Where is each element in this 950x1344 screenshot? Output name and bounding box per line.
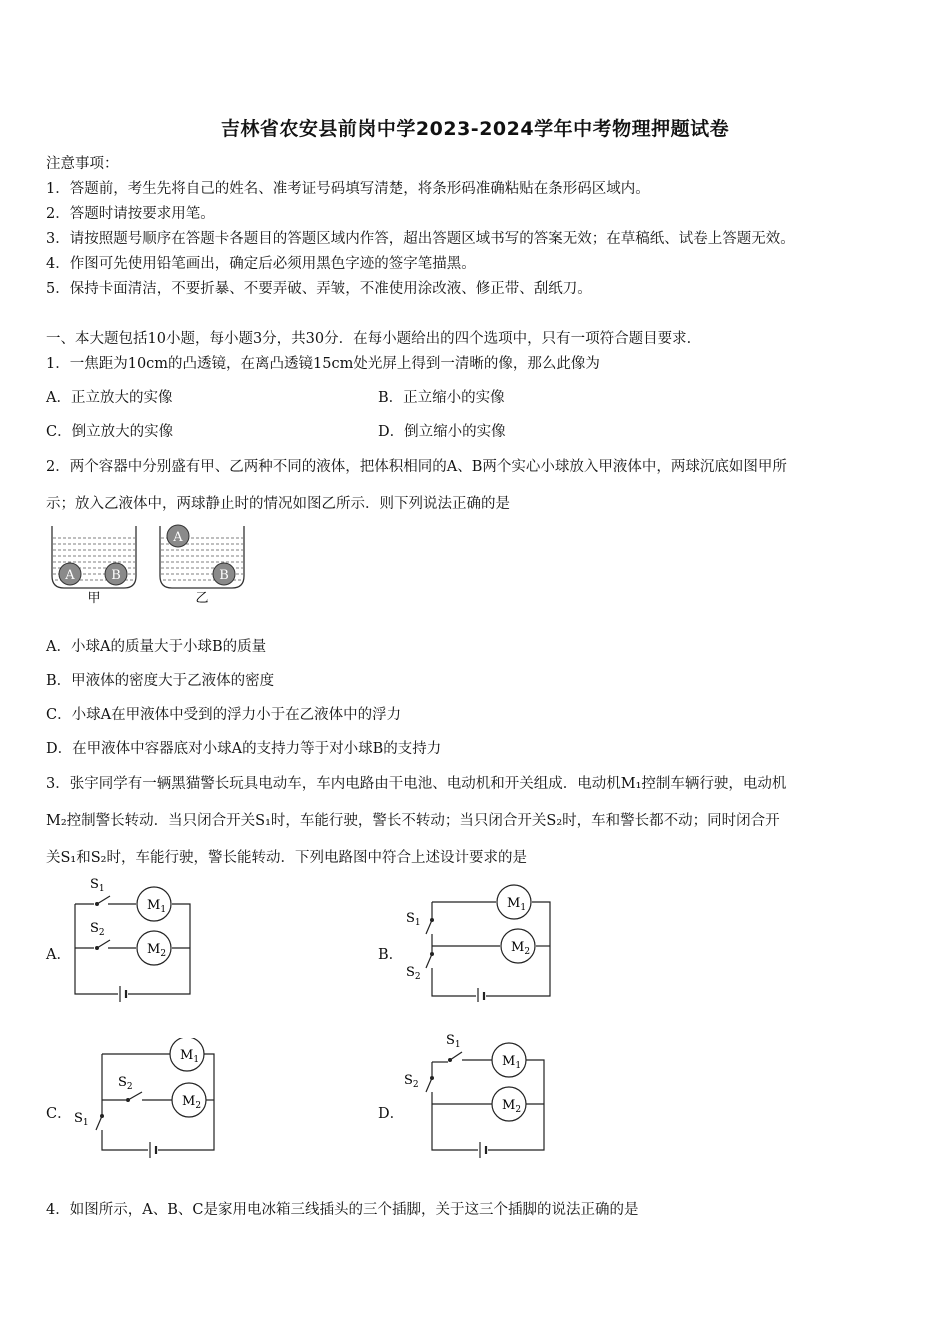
circuit-diagram-b	[400, 882, 560, 1002]
ball-b-left	[105, 563, 127, 585]
notice-heading: 注意事项：	[46, 156, 119, 172]
circuit-option-a-label: A．	[46, 947, 71, 963]
question-2-option-d: D．在甲液体中容器底对小球A的支持力等于对小球B的支持力	[46, 741, 442, 757]
circuit-option-b-label: B．	[378, 947, 404, 963]
notice-item-2: 2．答题时请按要求用笔。	[46, 206, 215, 222]
svg-text:A: A	[65, 568, 75, 583]
notice-item-1: 1．答题前，考生先将自己的姓名、准考证号码填写清楚，将条形码准确粘贴在条形码区域内。	[46, 181, 650, 197]
svg-text:S1: $S_1$	[90, 877, 105, 894]
svg-text:S2: $S_2$	[404, 1073, 419, 1090]
ball-b-right	[213, 563, 235, 585]
question-1-option-d: D．倒立缩小的实像	[378, 424, 506, 440]
svg-text:S2: $S_2$	[90, 921, 105, 938]
circuit-diagram-d	[400, 1030, 560, 1158]
question-1-option-c: C．倒立放大的实像	[46, 424, 174, 440]
ball-a-right	[167, 525, 189, 547]
svg-text:S1: $S_1$	[446, 1033, 461, 1050]
svg-text:M1: $M_1$	[180, 1048, 200, 1065]
figure-label-jia: 甲	[87, 591, 101, 606]
svg-text:M1: $M_1$	[502, 1054, 522, 1071]
question-4-stem: 4．如图所示，A、B、C是家用电冰箱三线插头的三个插脚，关于这三个插脚的说法正确的是	[46, 1202, 639, 1218]
question-2-option-b: B．甲液体的密度大于乙液体的密度	[46, 673, 275, 689]
page-title: 吉林省农安县前岗中学2023-2024学年中考物理押题试卷	[220, 118, 730, 140]
question-2-stem-line-1: 2．两个容器中分别盛有甲、乙两种不同的液体，把体积相同的A、B两个实心小球放入甲液体中，两球沉底如图甲所	[46, 459, 787, 475]
question-1-option-b: B．正立缩小的实像	[378, 390, 505, 406]
question-3-stem-line-3: 关S₁和S₂时，车能行驶，警长能转动．下列电路图中符合上述设计要求的是	[46, 850, 527, 866]
svg-text:B: B	[111, 568, 121, 583]
question-1-option-a: A．正立放大的实像	[46, 390, 173, 406]
circuit-option-c-label: C．	[46, 1106, 72, 1122]
svg-text:M2: $M_2$	[502, 1098, 522, 1115]
motor-m1-label: $M_1$	[147, 898, 167, 915]
svg-text:S1: $S_1$	[406, 911, 421, 928]
containers-figure	[46, 520, 256, 606]
notice-item-3: 3．请按照题号顺序在答题卡各题目的答题区域内作答，超出答题区域书写的答案无效；在草稿纸、试卷上答题无效。	[46, 231, 795, 247]
svg-text:S2: $S_2$	[406, 965, 421, 982]
motor-m2-label: $M_2$	[147, 942, 167, 959]
figure-label-yi: 乙	[195, 591, 209, 606]
question-2-option-a: A．小球A的质量大于小球B的质量	[46, 639, 267, 655]
question-2-stem-line-2: 示；放入乙液体中，两球静止时的情况如图乙所示．则下列说法正确的是	[46, 496, 510, 512]
section-heading: 一、本大题包括10小题，每小题3分，共30分．在每小题给出的四个选项中，只有一项符合题目要求．	[46, 331, 702, 347]
svg-text:B: B	[219, 568, 229, 583]
circuit-diagram-c	[70, 1038, 220, 1158]
question-3-stem-line-2: M₂控制警长转动．当只闭合开关S₁时，车能行驶，警长不转动；当只闭合开关S₂时，车和警长都不动；同时闭合开	[46, 813, 780, 829]
svg-text:S2: $S_2$	[118, 1075, 133, 1092]
notice-item-4: 4．作图可先使用铅笔画出，确定后必须用黑色字迹的签字笔描黑。	[46, 256, 476, 272]
question-1-stem: 1．一焦距为10cm的凸透镜，在离凸透镜15cm处光屏上得到一清晰的像，那么此像为	[46, 356, 600, 372]
notice-item-5: 5．保持卡面清洁，不要折暴、不要弄破、弄皱，不准使用涂改液、修正带、刮纸刀。	[46, 281, 592, 297]
circuit-option-d-label: D．	[378, 1106, 405, 1122]
svg-text:M2: $M_2$	[511, 940, 531, 957]
svg-text:A: A	[173, 530, 183, 545]
svg-text:S1: $S_1$	[74, 1111, 89, 1128]
svg-text:M2: $M_2$	[182, 1094, 202, 1111]
circuit-diagram-a	[70, 872, 200, 1002]
question-2-option-c: C．小球A在甲液体中受到的浮力小于在乙液体中的浮力	[46, 707, 402, 723]
svg-text:M1: $M_1$	[507, 896, 527, 913]
question-3-stem-line-1: 3．张宇同学有一辆黑猫警长玩具电动车，车内电路由干电池、电动机和开关组成．电动机M₁控制车辆行驶，电动机	[46, 776, 787, 792]
ball-a-left	[59, 563, 81, 585]
